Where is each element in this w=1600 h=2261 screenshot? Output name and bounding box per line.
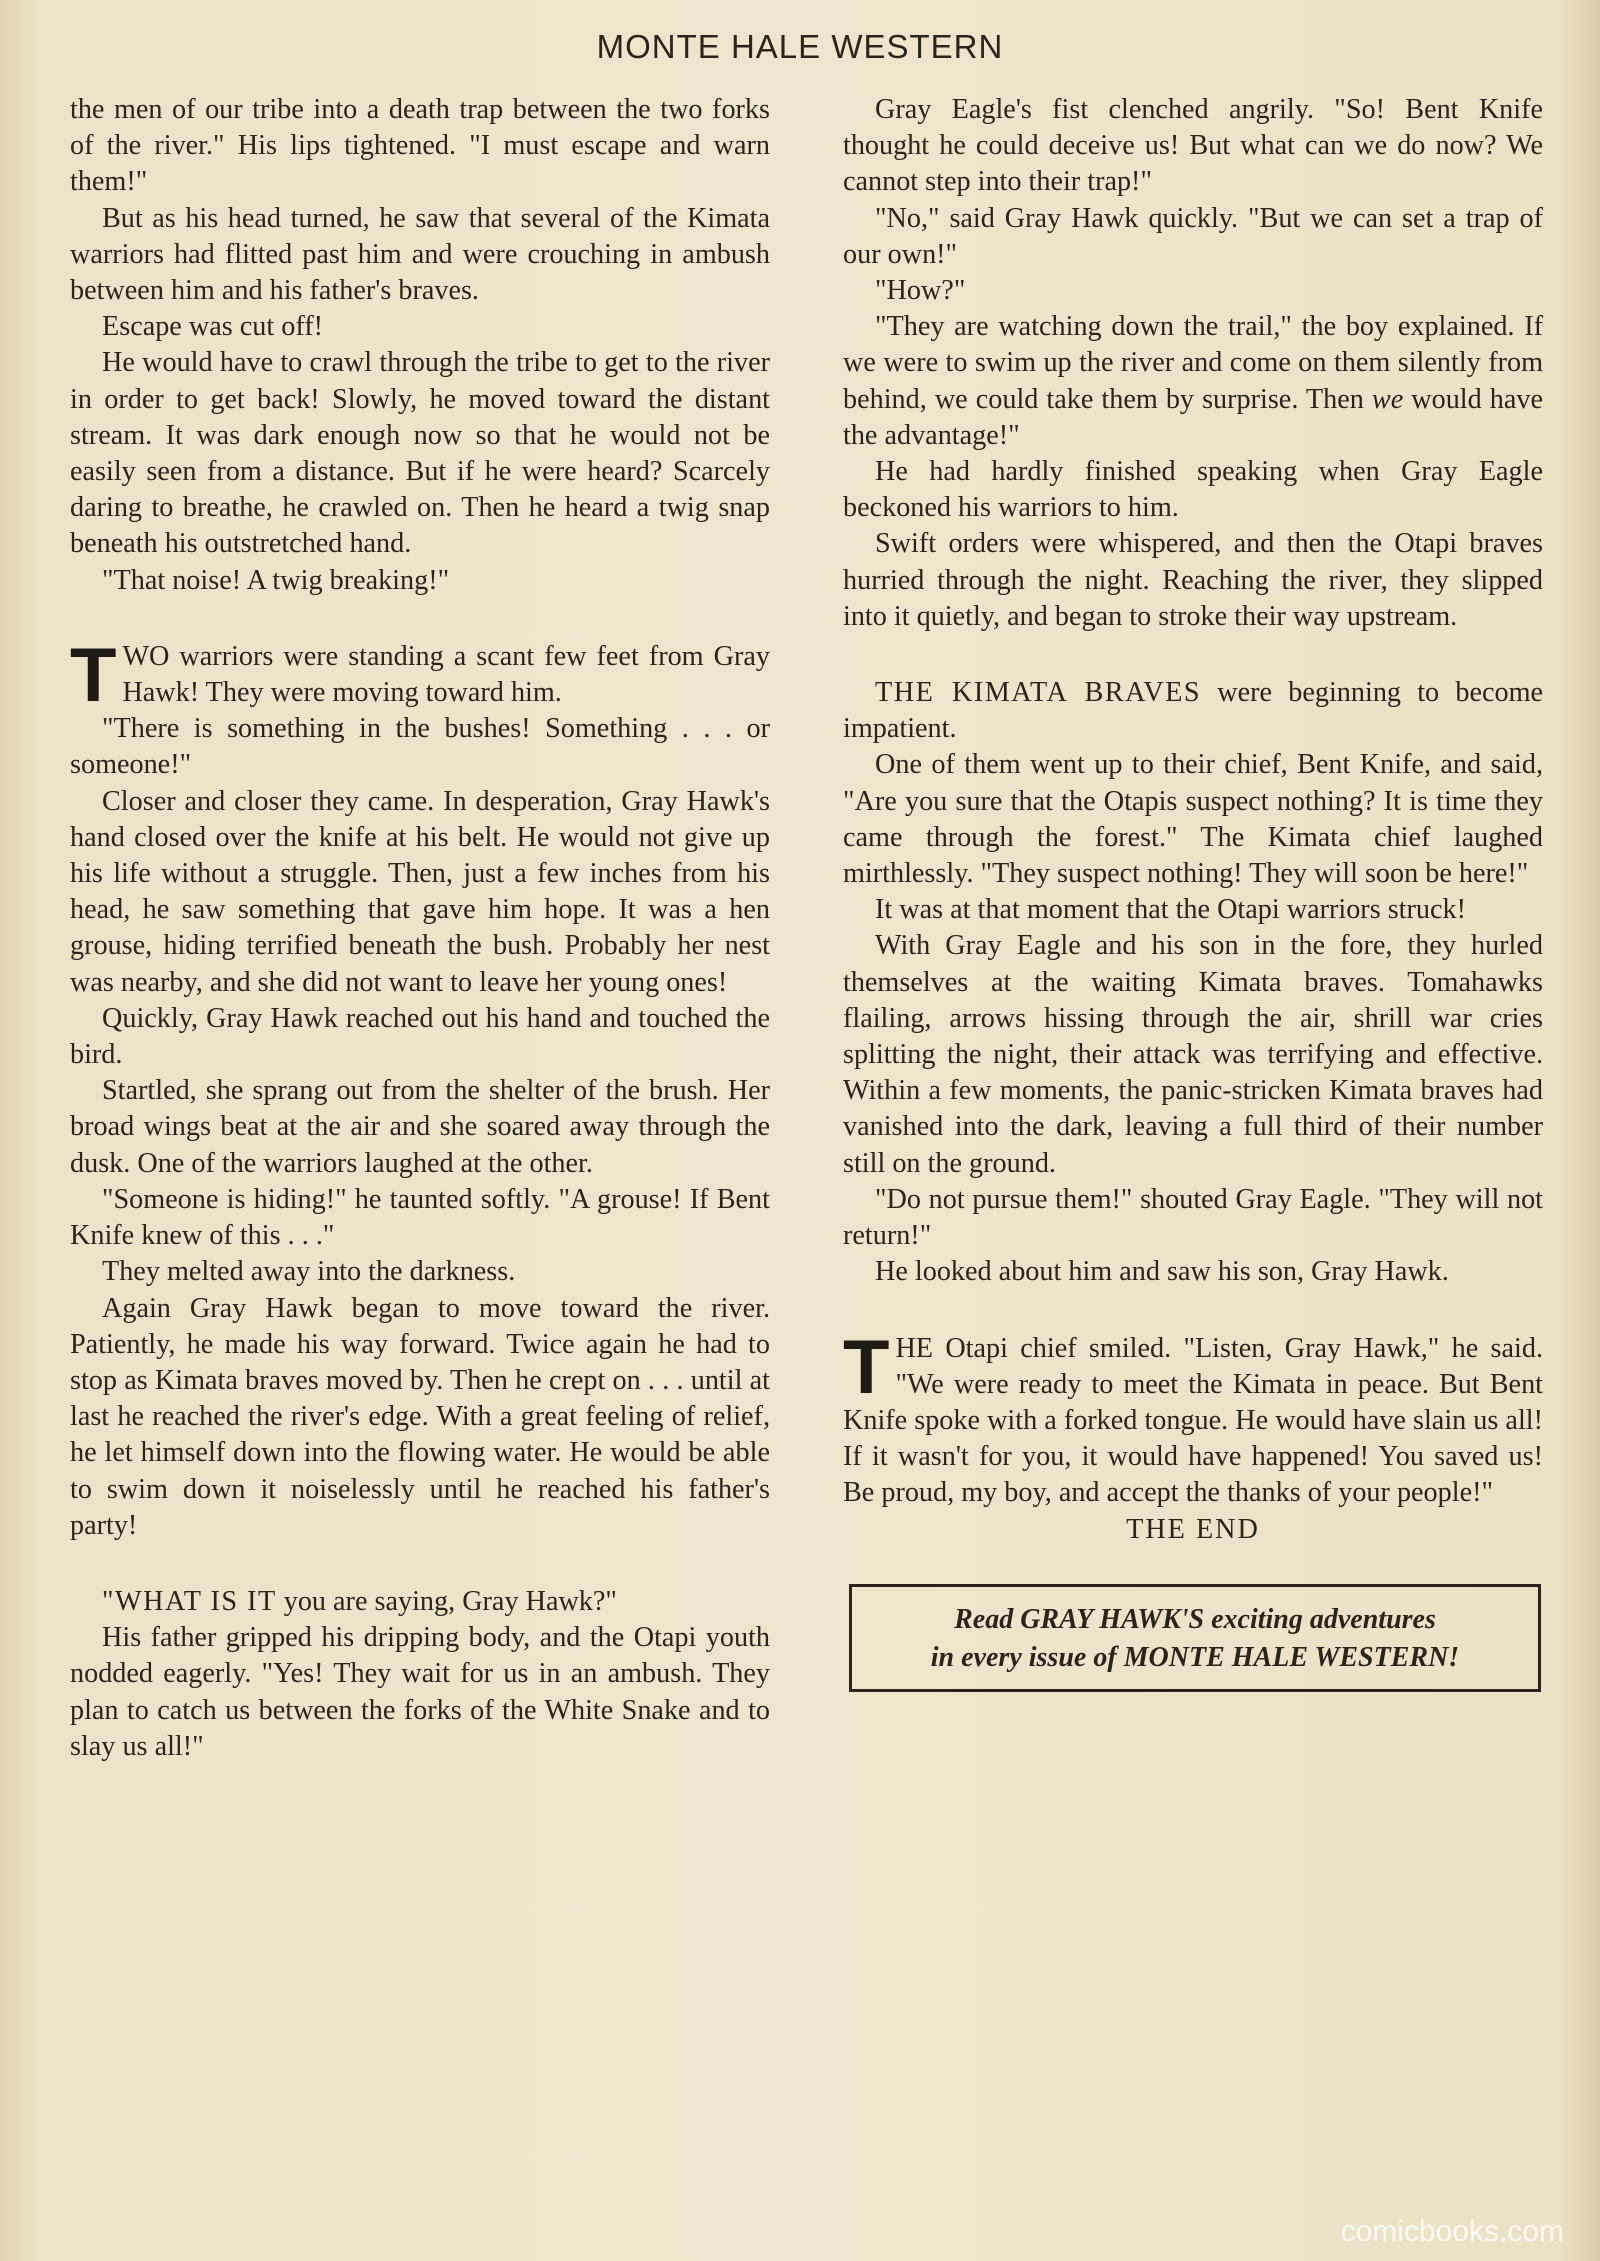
paragraph: "How?" [875,275,966,307]
page-header: MONTE HALE WESTERN [596,28,1004,65]
site-watermark: comicbooks.com [1340,2215,1564,2248]
the-end-label: THE END [1126,1513,1260,1545]
paragraph: Swift orders were whispered, and then the Otapi braves hurried through the night. Reaching the river, they slipped into it quietly, and began to stroke their way upstream. [843,528,1543,632]
drop-cap: T [843,1324,890,1410]
paragraph: Quickly, Gray Hawk reached out his hand and touched the bird. [70,1002,770,1071]
paragraph: Gray Eagle's fist clenched angrily. "So! Bent Knife thought he could deceive us! But what can we do now? We cannot step into their trap!" [843,94,1543,198]
paragraph: They melted away into the darkness. [102,1256,516,1288]
paragraph: "Do not pursue them!" shouted Gray Eagle. "They will not return!" [843,1183,1543,1252]
promo-line: in every issue of MONTE HALE WESTERN! [930,1641,1460,1673]
paragraph: Again Gray Hawk began to move toward the river. Patiently, he made his way forward. Twice again he had to stop as Kimata braves moved by. Then he crept on . . . until at last he reached the river's edge. With a great feeling of relief, he let himself down into the flowing water. He would be able to swim down it noiselessly until he reached his father's party! [70,1292,770,1541]
paragraph: His father gripped his dripping body, and the Otapi youth nodded eagerly. "Yes! They wait for us in an ambush. They plan to catch us between the forks of the White Snake and to slay us all!" [70,1622,770,1762]
paragraph: Escape was cut off! [102,311,323,343]
paragraph-text: you are saying, Gray Hawk?" [276,1585,617,1617]
paragraph: With Gray Eagle and his son in the fore, they hurled themselves at the waiting Kimata braves. Tomahawks flailing, arrows hissing through the air, shrill war cries splitting the night, their attack was terrifying and effective. Within a few moments, the panic-stricken Kimata braves had vanished into the dark, leaving a full third of their number still on the ground. [843,930,1543,1179]
paragraph: But as his head turned, he saw that several of the Kimata warriors had flitted past him and were crouching in ambush between him and his father's braves. [70,202,770,307]
promo-box [849,1584,1541,1692]
paragraph: "That noise! A twig breaking!" [102,564,450,596]
paragraph: "No," said Gray Hawk quickly. "But we can set a trap of our own!" [843,202,1543,270]
right-column [843,92,1543,1692]
paragraph: "Someone is hiding!" he taunted softly. "A grouse! If Bent Knife knew of this . . ." [70,1183,770,1252]
paragraph-text: WO warriors were standing a scant few feet from Gray Hawk! They were moving toward him. [122,640,770,709]
emphasis-text: we [1371,383,1404,415]
paragraph: Closer and closer they came. In desperation, Gray Hawk's hand closed over the knife at his belt. He would not give up his life without a struggle. Then, just a few inches from his head, he saw something that gave him hope. It was a hen grouse, hiding terrified beneath the bush. Probably her nest was nearby, and she did not want to leave her young ones! [70,785,770,998]
paragraph-text: were beginning to become impatient. [843,677,1543,745]
paragraph-text: HE Otapi chief smiled. "Listen, Gray Hawk," he said. "We were ready to meet the Kimata in peace. But Bent Knife spoke with a forked tongue. He would have slain us all! If it wasn't for you, it would have happened! You saved us! Be proud, my boy, and accept the thanks of your people!" [843,1332,1543,1509]
left-column [70,92,770,1765]
paragraph-with-dropcap [70,632,770,718]
paragraph: He would have to crawl through the tribe to get to the river in order to get back! Slowly, he moved toward the distant stream. It was dark enough now so that he would not be easily seen from a distance. But if he were heard? Scarcely daring to breathe, he crawled on. Then he heard a twig snap beneath his outstretched hand. [70,347,770,560]
promo-line: Read GRAY HAWK'S exciting adventures [954,1603,1436,1635]
paragraph [843,675,1543,747]
section-lead-caps: THE KIMATA BRAVES [875,677,1202,709]
section-lead-caps: "WHAT IS IT [102,1585,277,1617]
drop-cap: T [70,632,117,718]
paragraph: Startled, she sprang out from the shelter of the brush. Her broad wings beat at the air and she soared away through the dusk. One of the warriors laughed at the other. [70,1075,770,1179]
paragraph-text: would have the advantage!" [843,383,1543,451]
paragraph: It was at that moment that the Otapi warriors struck! [875,894,1466,926]
paragraph: the men of our tribe into a death trap between the two forks of the river." His lips tightened. "I must escape and warn them!" [70,94,770,198]
paragraph-with-dropcap [843,1324,1543,1512]
paragraph: "There is something in the bushes! Something . . . or someone!" [70,713,770,781]
paragraph [70,1584,770,1620]
paragraph [843,309,1543,454]
paragraph-text: "They are watching down the trail," the boy explained. If we were to swim up the river and come on them silently from behind, we could take them by surprise. Then [843,311,1543,415]
paragraph: One of them went up to their chief, Bent Knife, and said, "Are you sure that the Otapis suspect nothing? It is time they came through the forest." The Kimata chief laughed mirthlessly. "They suspect nothing! They will soon be here!" [843,749,1543,890]
paragraph: He looked about him and saw his son, Gray Hawk. [875,1256,1449,1288]
paragraph: He had hardly finished speaking when Gray Eagle beckoned his warriors to him. [843,456,1543,524]
